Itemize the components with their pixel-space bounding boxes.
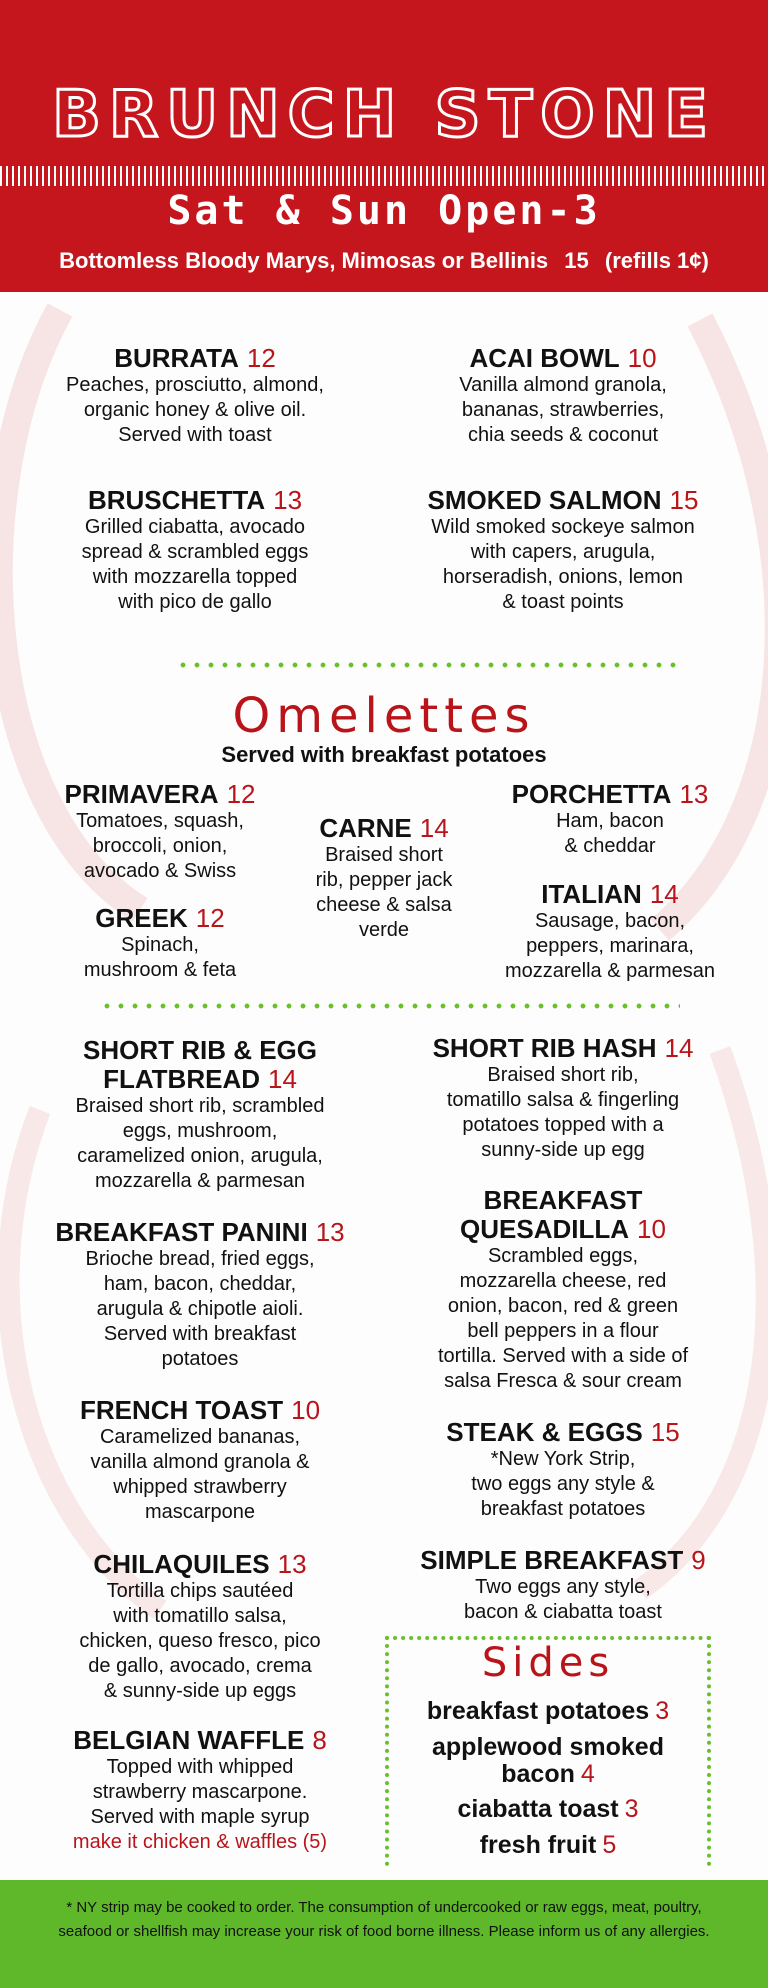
item-price: 14 [649,879,679,909]
menu-item-burrata [40,344,350,448]
omelettes-subheading: Served with breakfast potatoes [221,742,547,767]
item-desc: Scrambled eggs, [487,1245,639,1267]
side-item-breakfast-potatoes [385,1698,711,1725]
item-name: BREAKFAST [483,1185,643,1215]
item-desc: Peaches, prosciutto, almond, [66,374,324,396]
side-name: fresh fruit [479,1831,597,1859]
decorative-tick-stripe [0,166,768,186]
item-name: BREAKFAST PANINI [55,1217,308,1247]
item-desc: Served with breakfast [103,1323,297,1345]
menu-item-steak-eggs [398,1418,728,1522]
item-price: 15 [650,1417,680,1447]
item-desc: & toast points [502,591,624,613]
item-desc: strawberry mascarpone. [92,1781,308,1803]
item-name: SIMPLE BREAKFAST [420,1545,684,1575]
item-price: 13 [273,485,303,515]
item-name: BRUSCHETTA [87,485,266,515]
item-desc: caramelized onion, arugula, [77,1145,323,1167]
side-price: 3 [624,1795,639,1823]
menu-item-short-rib-egg-flatbread [40,1036,360,1194]
item-desc: spread & scrambled eggs [81,541,309,563]
side-name: breakfast potatoes [426,1697,650,1725]
menu-item-porchetta [480,780,740,859]
drinks-text: Bottomless Bloody Marys, Mimosas or Bellinis [59,248,549,273]
side-item-fresh-fruit [385,1832,711,1859]
restaurant-title: BRUNCH STONE [52,78,716,152]
item-desc: mozzarella & parmesan [504,960,716,982]
item-desc: Brioche bread, fried eggs, [85,1248,315,1270]
item-desc: whipped strawberry [113,1476,287,1498]
item-desc: broccoli, onion, [92,835,228,857]
item-desc: verde [358,919,410,941]
item-desc: Served with toast [118,424,272,446]
item-desc: rib, pepper jack [315,869,453,891]
item-desc: & sunny-side up eggs [103,1680,297,1702]
item-desc: chia seeds & coconut [467,424,659,446]
item-desc: vanilla almond granola & [90,1451,310,1473]
item-desc: tortilla. Served with a side of [437,1345,689,1367]
sides-heading: Sides [481,1640,615,1686]
menu-item-short-rib-hash [398,1034,728,1163]
item-desc: Braised short [325,844,443,866]
menu-item-belgian-waffle [40,1726,360,1855]
item-price: 10 [637,1214,666,1244]
item-desc: peppers, marinara, [526,935,694,957]
menu-item-primavera [40,780,280,884]
item-price: 9 [691,1545,706,1575]
item-desc: Grilled ciabatta, avocado [84,516,306,538]
item-desc: Sausage, bacon, [534,910,686,932]
item-desc: Ham, bacon [556,810,664,832]
item-desc: bell peppers in a flour [467,1320,659,1342]
item-desc: Topped with whipped [106,1756,294,1778]
item-desc: Two eggs any style, [475,1576,651,1598]
side-item-ciabatta-toast [385,1796,711,1823]
item-desc: onion, bacon, red & green [447,1295,679,1317]
item-desc: chicken, queso fresco, pico [79,1630,321,1652]
item-desc: Wild smoked sockeye salmon [431,516,695,538]
menu-item-simple-breakfast [393,1546,733,1625]
item-desc: tomatillo salsa & fingerling [446,1089,680,1111]
hours-subtitle: Sat & Sun Open-3 [167,188,601,234]
item-name: SMOKED SALMON [427,485,662,515]
item-name: ACAI BOWL [469,343,620,373]
item-desc: Braised short rib, scrambled [75,1095,325,1117]
item-desc: avocado & Swiss [83,860,237,882]
item-desc: with pico de gallo [118,591,272,613]
item-price: 10 [627,343,657,373]
drinks-refills: (refills 1¢) [604,248,709,273]
item-desc: cheese & salsa [316,894,452,916]
menu-item-breakfast-quesadilla [393,1186,733,1394]
item-desc: horseradish, onions, lemon [442,566,684,588]
item-price: 10 [291,1395,321,1425]
item-desc: sunny-side up egg [481,1139,645,1161]
menu-item-french-toast [40,1396,360,1525]
item-desc: eggs, mushroom, [122,1120,278,1142]
menu-item-italian [470,880,750,984]
item-name: BURRATA [114,343,239,373]
item-price: 12 [195,903,225,933]
item-name: ITALIAN [541,879,642,909]
item-name-line2: QUESADILLA [460,1214,630,1244]
item-desc: Braised short rib, [487,1064,639,1086]
item-desc: two eggs any style & [471,1473,655,1495]
item-desc: Vanilla almond granola, [459,374,667,396]
side-price: 4 [580,1760,595,1788]
menu-item-acai-bowl [398,344,728,448]
item-desc: arugula & chipotle aioli. [96,1298,304,1320]
item-name-line2: FLATBREAD [103,1064,261,1094]
item-price: 14 [268,1064,297,1094]
item-name: STEAK & EGGS [446,1417,643,1447]
food-safety-disclaimer: * NY strip may be cooked to order. The consumption of undercooked or raw eggs, meat, poultry, seafood or shellfish may increase your risk of food borne illness. Please inform us of any allergies. [58,1899,710,1940]
item-name: CHILAQUILES [93,1549,270,1579]
item-price: 13 [679,779,709,809]
item-upgrade-note: make it chicken & waffles (5) [72,1831,328,1853]
side-name: ciabatta toast [457,1795,619,1823]
footer-disclaimer-bar [0,1880,768,1988]
menu-item-greek [40,904,280,983]
item-name: FRENCH TOAST [79,1395,284,1425]
item-desc: organic honey & olive oil. [83,399,307,421]
item-name: GREEK [95,903,188,933]
item-price: 13 [315,1217,345,1247]
item-desc: mascarpone [144,1501,256,1523]
dotted-divider [176,662,680,668]
item-desc: Tomatoes, squash, [76,810,244,832]
item-desc: mushroom & feta [83,959,237,981]
item-desc: Caramelized bananas, [99,1426,301,1448]
omelettes-heading: Omelettes [232,688,536,744]
menu-item-breakfast-panini [40,1218,360,1372]
side-item-applewood-bacon [385,1734,711,1788]
menu-item-bruschetta [40,486,350,615]
item-desc: ham, bacon, cheddar, [103,1273,297,1295]
item-desc: bananas, strawberries, [461,399,665,421]
item-price: 12 [246,343,276,373]
item-desc: potatoes topped with a [462,1114,664,1136]
item-price: 13 [277,1549,307,1579]
item-name: PORCHETTA [511,779,672,809]
side-name: applewood smoked [432,1733,664,1761]
item-price: 14 [664,1033,694,1063]
side-price: 3 [655,1697,670,1725]
item-price: 8 [312,1725,327,1755]
menu-item-smoked-salmon [398,486,728,615]
item-desc: breakfast potatoes [480,1498,646,1520]
bottomless-drinks-line [0,248,768,274]
item-price: 14 [419,813,449,843]
item-desc: Tortilla chips sautéed [106,1580,294,1602]
header-banner [0,0,768,292]
item-desc: with tomatillo salsa, [113,1605,287,1627]
menu-item-chilaquiles [40,1550,360,1704]
item-price: 15 [669,485,699,515]
item-desc: potatoes [161,1348,239,1370]
item-desc: mozzarella & parmesan [94,1170,306,1192]
menu-item-carne [280,814,488,943]
item-price: 12 [226,779,256,809]
item-desc: Served with maple syrup [90,1806,310,1828]
item-name: SHORT RIB HASH [432,1033,657,1063]
item-desc: & cheddar [564,835,656,857]
item-desc: salsa Fresca & sour cream [444,1370,682,1392]
item-name: BELGIAN WAFFLE [73,1725,305,1755]
drinks-price: 15 [564,248,589,273]
side-name-line2: bacon [501,1760,575,1788]
item-desc: with mozzarella topped [92,566,298,588]
item-name: PRIMAVERA [64,779,219,809]
dotted-divider [100,1003,680,1009]
item-desc: mozzarella cheese, red [459,1270,667,1292]
item-desc: with capers, arugula, [470,541,656,563]
item-desc: bacon & ciabatta toast [464,1601,662,1623]
item-desc: *New York Strip, [490,1448,636,1470]
item-desc: de gallo, avocado, crema [88,1655,312,1677]
side-price: 5 [602,1831,617,1859]
item-name: SHORT RIB & EGG [82,1035,317,1065]
item-desc: Spinach, [121,934,199,956]
item-name: CARNE [319,813,412,843]
